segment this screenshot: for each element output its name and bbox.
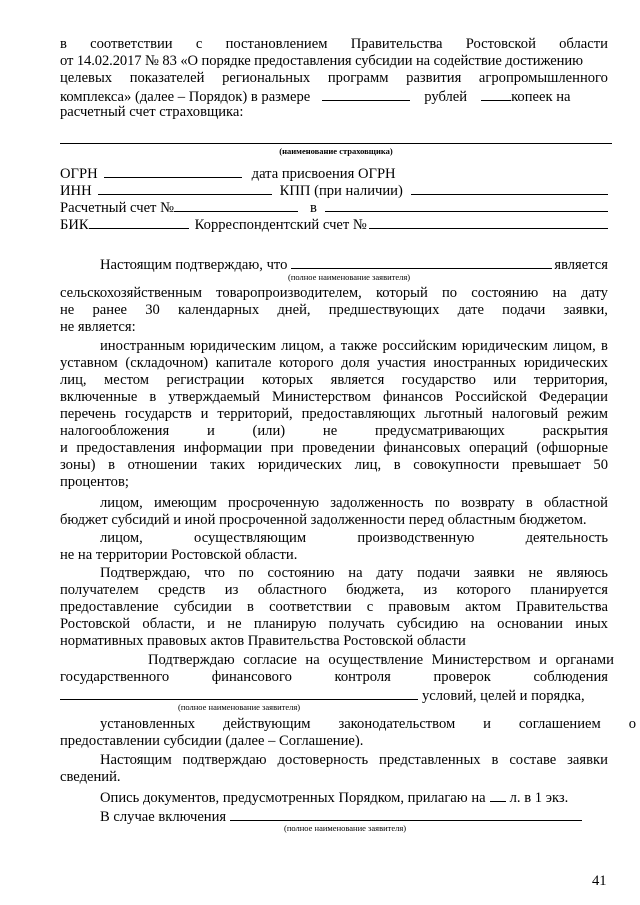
word: соглашением <box>518 716 601 732</box>
word: действующим <box>223 716 311 732</box>
word: государственного <box>60 669 170 685</box>
applicant-caption-3: (полное наименование заявителя) <box>284 823 407 833</box>
paragraph1-line-2: от 14.02.2017 № 83 «О порядке предоставления субсидии на содействие достижению <box>60 53 583 69</box>
bank-field[interactable] <box>325 198 608 212</box>
word: Правительства <box>516 599 608 615</box>
rubles-label: рублей <box>424 89 468 105</box>
word: предшествующих <box>328 302 440 318</box>
word: достоверность <box>277 752 369 768</box>
word: совокупности <box>413 457 500 473</box>
word: на <box>470 616 485 632</box>
word: и <box>200 406 209 422</box>
word: при <box>270 440 294 456</box>
word: что <box>204 565 225 581</box>
ogrn-date-label: дата присвоения ОГРН <box>251 166 396 182</box>
not-recipient-line-1 <box>60 565 608 582</box>
consent-line-3 <box>60 686 608 705</box>
debt-line-1 <box>60 495 608 512</box>
word: Министерством <box>431 652 531 668</box>
word: Правительства <box>350 36 443 52</box>
inn-field[interactable] <box>98 181 272 195</box>
word: которого <box>456 582 511 598</box>
word: и <box>206 423 215 439</box>
paragraph1-line-5: расчетный счет страховщика: <box>60 104 244 120</box>
foreign-line-8 <box>60 457 608 474</box>
word: возврату <box>461 495 515 511</box>
word: в <box>149 389 157 405</box>
inventory-after: л. в 1 экз. <box>509 790 569 806</box>
word: предоставление <box>60 599 159 615</box>
word: программ <box>327 70 389 86</box>
word: проведении <box>302 440 375 456</box>
word: о <box>628 716 636 732</box>
foreign-line-9: процентов; <box>60 474 129 490</box>
applicant-caption-2: (полное наименование заявителя) <box>178 702 301 712</box>
word: из <box>224 582 239 598</box>
territory-line-2: не на территории Ростовской области. <box>60 547 298 563</box>
word: юридических <box>257 457 342 473</box>
word: территорий, <box>217 406 293 422</box>
word: не <box>60 302 75 318</box>
word: а <box>329 338 336 354</box>
word: на <box>305 652 320 668</box>
word: местом <box>104 372 150 388</box>
word: которых <box>261 372 314 388</box>
consent-line-1 <box>60 652 614 669</box>
word: (или) <box>252 423 286 439</box>
word: лицом, <box>281 338 324 354</box>
inclusion-prefix: В случае включения <box>100 809 227 825</box>
not-recipient-line-5: нормативных правовых актов Правительства Ростовской области <box>60 633 466 649</box>
word: на <box>552 285 567 301</box>
word: показателей <box>129 70 205 86</box>
amount-kopecks-blank[interactable] <box>481 87 511 101</box>
word: территория, <box>533 372 608 388</box>
word: субсидии <box>173 599 232 615</box>
word: юридическим <box>461 338 548 354</box>
account-field[interactable] <box>174 198 298 212</box>
word: в <box>491 752 499 768</box>
inventory-line <box>60 788 640 807</box>
word: правовым <box>388 599 450 615</box>
debt-line-2: бюджет субсидий и иной просроченной задолженности перед областным бюджетом. <box>60 512 587 528</box>
word: в <box>60 36 67 52</box>
word: раскрытия <box>542 423 608 439</box>
word: состоянию <box>267 565 335 581</box>
word: и <box>483 716 491 732</box>
word: информации <box>183 440 263 456</box>
word: региональных <box>222 70 311 86</box>
confirm1-prefix: Настоящим подтверждаю, что <box>100 257 288 273</box>
word: бюджета, <box>346 582 405 598</box>
word: российским <box>382 338 457 354</box>
word: Настоящим <box>100 752 172 768</box>
word: областного <box>257 582 327 598</box>
word: деятельность <box>525 530 608 546</box>
foreign-line-1 <box>60 338 608 355</box>
word: государств <box>124 406 192 422</box>
word: предусматривающих <box>374 423 505 439</box>
word: льготный <box>424 406 483 422</box>
not-recipient-line-4 <box>60 616 608 633</box>
word: капитале <box>215 355 272 371</box>
word: Ростовской <box>60 616 131 632</box>
bank-in-label: в <box>310 200 317 216</box>
word: товаропроизводителем, <box>216 285 362 301</box>
word: уставном <box>60 355 118 371</box>
word: юридических <box>523 355 608 371</box>
word: установленных <box>100 716 196 732</box>
word: проверок <box>433 669 491 685</box>
word: дней, <box>277 302 311 318</box>
word: иных <box>575 616 608 632</box>
word: планируется <box>530 582 608 598</box>
confirm1-line-4: не является: <box>60 319 136 335</box>
word: агропромышленного <box>478 70 608 86</box>
ogrn-label: ОГРН <box>60 166 98 182</box>
applicant-caption-1: (полное наименование заявителя) <box>288 272 411 282</box>
not-recipient-line-2 <box>60 582 608 599</box>
word: дату <box>580 285 608 301</box>
word: осуществление <box>328 652 424 668</box>
word: заявки, <box>563 302 608 318</box>
word: финансовых <box>383 440 461 456</box>
word: финансового <box>211 669 292 685</box>
word: в <box>393 457 401 473</box>
bik-row <box>60 215 608 234</box>
word: который <box>375 285 428 301</box>
word: операций <box>469 440 528 456</box>
word: сельскохозяйственным <box>60 285 202 301</box>
word: имеющим <box>154 495 217 511</box>
word: включенные <box>60 389 138 405</box>
word: 30 <box>145 302 160 318</box>
foreign-line-5 <box>60 406 608 423</box>
word: (складочном) <box>125 355 209 371</box>
word: задолженность <box>330 495 424 511</box>
word: подачи <box>417 565 461 581</box>
word: лицом, <box>100 495 143 511</box>
word: по <box>441 285 458 301</box>
word: по <box>238 565 254 581</box>
word: актом <box>465 599 501 615</box>
word: предоставления <box>76 440 176 456</box>
word: Российской <box>455 389 527 405</box>
word: которого <box>279 355 334 371</box>
word: постановлением <box>225 36 328 52</box>
word: режим <box>567 406 608 422</box>
word: в <box>600 338 608 354</box>
kpp-field[interactable] <box>411 181 608 195</box>
foreign-line-4 <box>60 389 608 406</box>
word: государство <box>401 372 476 388</box>
word: лицом, <box>100 530 143 546</box>
word: превышает <box>511 457 581 473</box>
word: согласие <box>243 652 297 668</box>
inclusion-applicant-field[interactable] <box>230 807 582 821</box>
foreign-line-3 <box>60 372 608 389</box>
insurer-name-line[interactable] <box>60 143 612 144</box>
confirm1-suffix: является <box>554 257 608 273</box>
word: подачи <box>502 302 546 318</box>
word: контроля <box>334 669 391 685</box>
reliability-line-2: сведений. <box>60 769 121 785</box>
confirm1-line-2 <box>60 285 608 302</box>
word: (офшорные <box>536 440 608 456</box>
word: доля <box>341 355 370 371</box>
word: иностранным <box>100 338 185 354</box>
word: заявки <box>567 752 608 768</box>
word: дату <box>376 565 404 581</box>
word: 50 <box>593 457 608 473</box>
paragraph1-line-3 <box>60 70 608 87</box>
not-recipient-line-3 <box>60 599 608 616</box>
word: областной <box>544 495 608 511</box>
word: осуществляющим <box>194 530 307 546</box>
word: основании <box>497 616 563 632</box>
word: также <box>340 338 378 354</box>
word: являюсь <box>556 565 608 581</box>
word: и <box>60 440 68 456</box>
amount-rubles-blank[interactable] <box>322 87 410 101</box>
word: лицом, <box>553 338 596 354</box>
word: целевых <box>60 70 113 86</box>
word: получать <box>328 616 385 632</box>
word: не <box>528 565 543 581</box>
word: дате <box>457 302 484 318</box>
word: органами <box>555 652 614 668</box>
word: соблюдения <box>533 669 608 685</box>
word: планирую <box>253 616 317 632</box>
consent-applicant-field[interactable] <box>60 686 418 700</box>
bik-label: БИК <box>60 217 89 233</box>
word: участия <box>377 355 426 371</box>
word: не <box>322 423 338 439</box>
word: лиц, <box>354 457 382 473</box>
inventory-before: Опись документов, предусмотренных Порядком, прилагаю на <box>100 790 486 806</box>
word: таких <box>209 457 246 473</box>
bik-field[interactable] <box>89 215 189 229</box>
word: в <box>525 495 533 511</box>
word: Подтверждаю, <box>100 565 191 581</box>
word: области <box>559 36 608 52</box>
consent-after-blank: условий, целей и порядка, <box>422 688 585 704</box>
word: перечень <box>60 406 116 422</box>
kpp-label: КПП (при наличии) <box>279 183 403 199</box>
word: зоны) <box>60 457 96 473</box>
consent-line-2 <box>60 669 608 686</box>
word: налоговый <box>491 406 559 422</box>
word: с <box>195 36 203 52</box>
inn-label: ИНН <box>60 183 92 199</box>
word: иностранных <box>433 355 517 371</box>
word: средств <box>158 582 206 598</box>
word: области, <box>142 616 195 632</box>
word: подтверждаю <box>182 752 267 768</box>
word: не <box>227 616 242 632</box>
word: финансов <box>382 389 443 405</box>
account-label: Расчетный счет № <box>60 200 174 216</box>
ogrn-field[interactable] <box>104 164 242 178</box>
foreign-line-2 <box>60 355 608 372</box>
paragraph1-line-1 <box>60 36 608 53</box>
word: предоставляющих <box>301 406 416 422</box>
word: отношении <box>127 457 198 473</box>
word: с <box>366 599 374 615</box>
consent-line-5: предоставлении субсидии (далее – Соглашение). <box>60 733 364 749</box>
applicant-name-field[interactable] <box>291 255 552 269</box>
word: Федерации <box>539 389 608 405</box>
word: календарных <box>178 302 260 318</box>
page-number: 41 <box>592 873 607 889</box>
word: состоянию <box>471 285 539 301</box>
word: ранее <box>92 302 128 318</box>
word: заявки <box>473 565 515 581</box>
amount-text-after: копеек на <box>511 89 571 105</box>
word: Министерством <box>271 389 371 405</box>
word: развития <box>406 70 462 86</box>
confirm1-line-3 <box>60 302 608 319</box>
insurer-caption: (наименование страховщика) <box>279 146 393 156</box>
word: лиц, <box>60 372 87 388</box>
word: соответствии <box>90 36 173 52</box>
word: регистрации <box>166 372 245 388</box>
word: является <box>330 372 385 388</box>
word: производственную <box>357 530 475 546</box>
word: соответствии <box>269 599 352 615</box>
word: по <box>434 495 450 511</box>
territory-line-1 <box>60 530 608 547</box>
foreign-line-7 <box>60 440 608 457</box>
word: из <box>423 582 438 598</box>
corr-account-label: Корреспондентский счет № <box>194 217 367 233</box>
sheets-count-field[interactable] <box>490 788 506 802</box>
reliability-line-1 <box>60 752 608 769</box>
amount-text-before: комплекса» (далее – Порядок) в размере <box>60 89 311 105</box>
word: законодательством <box>338 716 456 732</box>
word: Ростовской <box>465 36 536 52</box>
word: юридическим <box>189 338 276 354</box>
word: утверждаемый <box>168 389 260 405</box>
corr-account-field[interactable] <box>369 215 608 229</box>
word: составе <box>509 752 557 768</box>
foreign-line-6 <box>60 423 608 440</box>
word: Подтверждаю <box>148 652 235 668</box>
word: субсидию <box>396 616 459 632</box>
word: или <box>493 372 517 388</box>
word: представленных <box>379 752 481 768</box>
word: в <box>108 457 115 473</box>
consent-line-4 <box>60 716 636 733</box>
word: получателем <box>60 582 139 598</box>
word: в <box>247 599 254 615</box>
word: просроченную <box>227 495 320 511</box>
word: налогообложения <box>60 423 170 439</box>
word: на <box>348 565 363 581</box>
word: и <box>207 616 215 632</box>
word: и <box>539 652 547 668</box>
